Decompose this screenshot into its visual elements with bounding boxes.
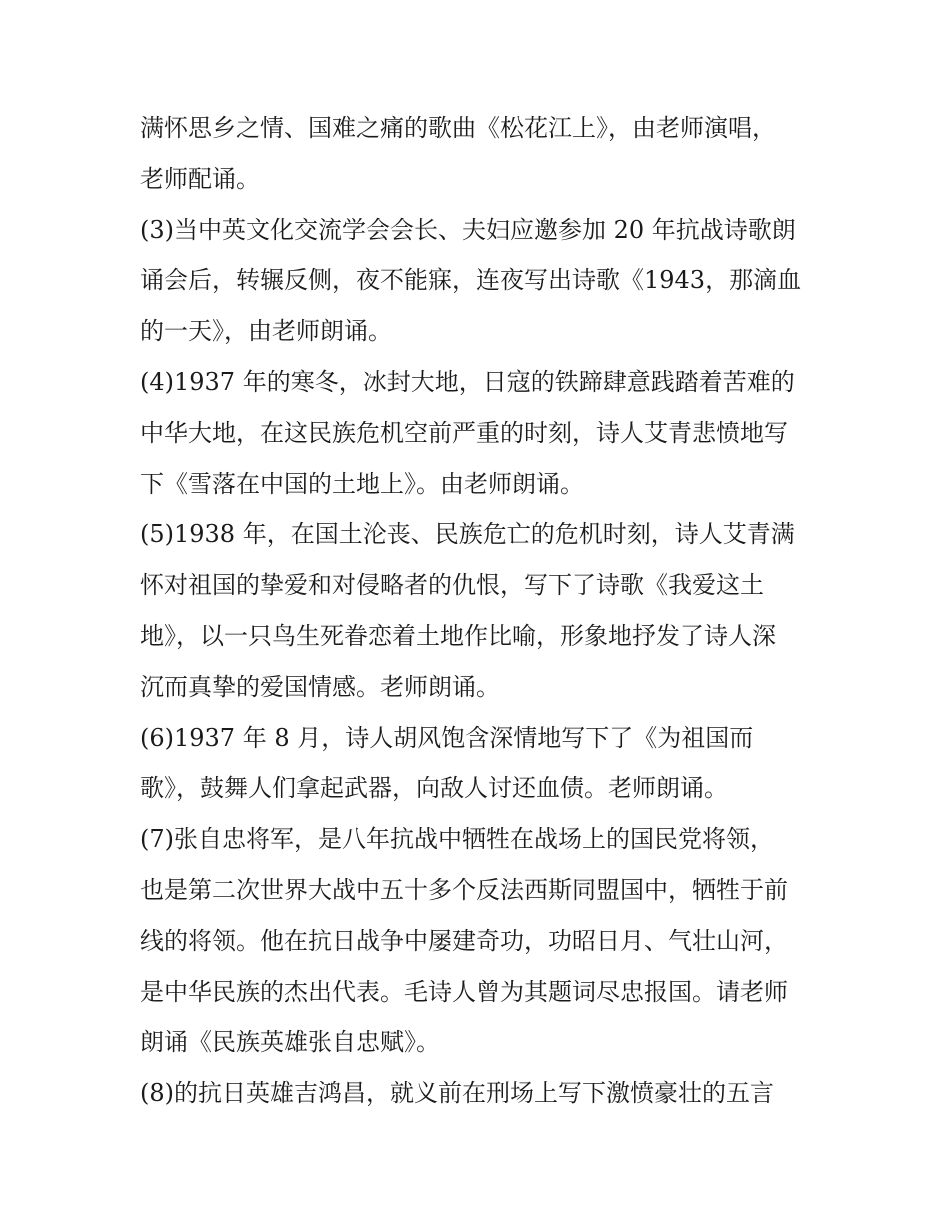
text-line: 地》，以一只鸟生死眷恋着土地作比喻，形象地抒发了诗人深 (140, 621, 776, 650)
text-line: 沉而真挚的爱国情感。老师朗诵。 (140, 672, 500, 701)
text-line: 满怀思乡之情、国难之痛的歌曲《松花江上》，由老师演唱， (140, 114, 776, 142)
text-line: 歌》，鼓舞人们拿起武器，向敌人讨还血债。老师朗诵。 (140, 774, 728, 803)
text-line: 也是第二次世界大战中五十多个反法西斯同盟国中，牺牲于前 (140, 875, 788, 904)
text-line: 下《雪落在中国的土地上》。由老师朗诵。 (140, 469, 584, 498)
text-line: 的一天》，由老师朗诵。 (140, 317, 392, 346)
text-line: 怀对祖国的挚爱和对侵略者的仇恨，写下了诗歌《我爱这土 (140, 571, 764, 600)
text-line: 朗诵《民族英雄张自忠赋》。 (140, 1028, 440, 1057)
text-line: (7)张自忠将军，是八年抗战中牺牲在战场上的国民党将领， (140, 825, 774, 854)
text-line: (4)1937 年的寒冬，冰封大地，日寇的铁蹄肆意践踏着苦难的 (140, 367, 795, 396)
text-line: 线的将领。他在抗日战争中屡建奇功，功昭日月、气壮山河， (140, 926, 788, 955)
text-line: (6)1937 年 8 月，诗人胡风饱含深情地写下了《为祖国而 (140, 723, 754, 752)
text-line: 诵会后，转辗反侧，夜不能寐，连夜写出诗歌《1943，那滴血 (140, 266, 802, 295)
text-line: (3)当中英文化交流学会会长、夫妇应邀参加 20 年抗战诗歌朗 (140, 215, 796, 244)
text-line: (8)的抗日英雄吉鸿昌，就义前在刑场上写下激愤豪壮的五言 (140, 1079, 774, 1108)
text-line: 是中华民族的杰出代表。毛诗人曾为其题词尽忠报国。请老师 (140, 977, 788, 1006)
text-line: 老师配诵。 (140, 164, 260, 193)
text-line: (5)1938 年，在国土沦丧、民族危亡的危机时刻，诗人艾青满 (140, 520, 795, 549)
body-text (140, 103, 830, 1119)
text-line: 中华大地，在这民族危机空前严重的时刻，诗人艾青悲愤地写 (140, 418, 788, 447)
